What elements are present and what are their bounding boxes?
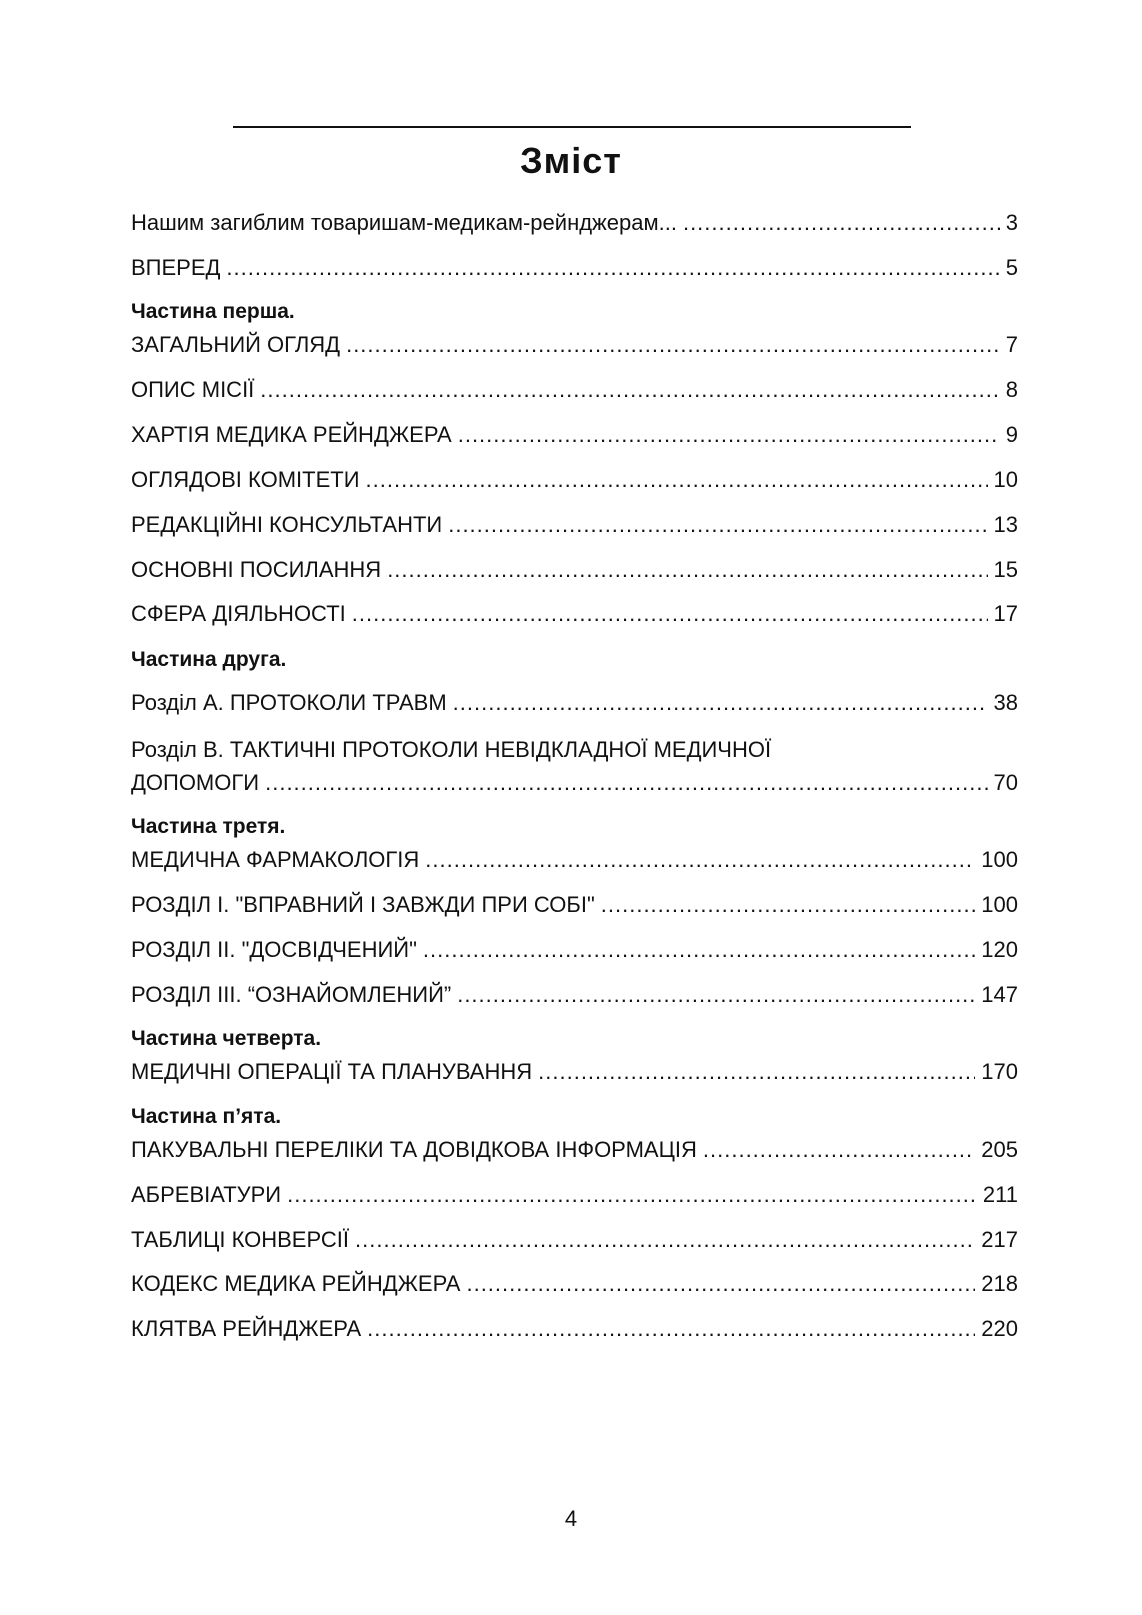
toc-entry[interactable]: ТАБЛИЦІ КОНВЕРСІЇ ..... 217 (131, 1225, 1018, 1255)
toc-entry[interactable]: ОПИС МІСІЇ ..... 8 (131, 375, 1018, 405)
toc-entry[interactable]: Розділ А. ПРОТОКОЛИ ТРАВМ ..... 38 (131, 688, 1018, 718)
part-heading: Частина перша. (131, 300, 295, 323)
toc-entry[interactable]: КЛЯТВА РЕЙНДЖЕРА ..... 220 (131, 1314, 1018, 1344)
part-heading: Частина друга. (131, 648, 287, 671)
toc-entry[interactable]: Нашим загиблим товаришам-медикам-рейнджерам... ..... 3 (131, 208, 1018, 238)
part-heading: Частина п’ята. (131, 1105, 282, 1128)
toc-entry[interactable]: ДОПОМОГИ ..... 70 (131, 768, 1018, 798)
toc-entry[interactable]: АБРЕВІАТУРИ ..... 211 (131, 1180, 1018, 1210)
toc-entry[interactable]: РОЗДІЛ І. "ВПРАВНИЙ І ЗАВЖДИ ПРИ СОБІ" ..... 100 (131, 890, 1018, 920)
toc-entry[interactable]: МЕДИЧНІ ОПЕРАЦІЇ ТА ПЛАНУВАННЯ ..... 170 (131, 1057, 1018, 1087)
toc-entry[interactable]: КОДЕКС МЕДИКА РЕЙНДЖЕРА ..... 218 (131, 1269, 1018, 1299)
toc-entry-line1[interactable]: Розділ В. ТАКТИЧНІ ПРОТОКОЛИ НЕВІДКЛАДНОЇ МЕДИЧНОЇ (131, 737, 772, 762)
toc-entry[interactable]: ОГЛЯДОВІ КОМІТЕТИ ..... 10 (131, 465, 1018, 495)
toc-entry[interactable]: РОЗДІЛ ІІІ. “ОЗНАЙОМЛЕНИЙ” ..... 147 (131, 980, 1018, 1010)
part-heading: Частина четверта. (131, 1027, 322, 1050)
toc-entry[interactable]: ЗАГАЛЬНИЙ ОГЛЯД ..... 7 (131, 330, 1018, 360)
toc-entry[interactable]: СФЕРА ДІЯЛЬНОСТІ ..... 17 (131, 599, 1018, 629)
toc-entry[interactable]: ПАКУВАЛЬНІ ПЕРЕЛІКИ ТА ДОВІДКОВА ІНФОРМАЦІЯ ..... 205 (131, 1135, 1018, 1165)
toc-entry[interactable]: ВПЕРЕД ..... 5 (131, 253, 1018, 283)
toc-entry[interactable]: МЕДИЧНА ФАРМАКОЛОГІЯ ..... 100 (131, 845, 1018, 875)
page-title: Зміст (520, 140, 622, 181)
toc-entry[interactable]: ХАРТІЯ МЕДИКА РЕЙНДЖЕРА ..... 9 (131, 420, 1018, 450)
toc-entry[interactable]: РОЗДІЛ ІІ. "ДОСВІДЧЕНИЙ" ..... 120 (131, 935, 1018, 965)
page-number: 4 (564, 1506, 578, 1531)
part-heading: Частина третя. (131, 815, 286, 838)
title-rule (233, 126, 911, 128)
toc-entry[interactable]: РЕДАКЦІЙНІ КОНСУЛЬТАНТИ ..... 13 (131, 510, 1018, 540)
toc-entry[interactable]: ОСНОВНІ ПОСИЛАННЯ ..... 15 (131, 555, 1018, 585)
